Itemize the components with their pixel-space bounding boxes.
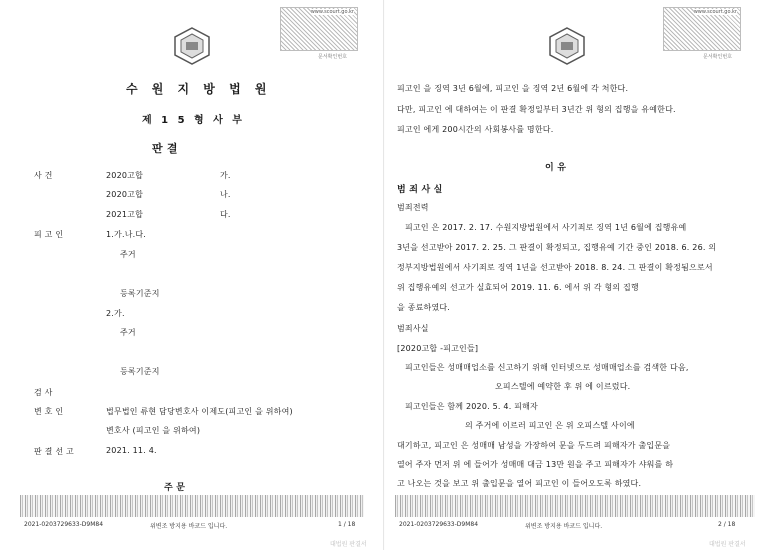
page-2 [385,0,768,550]
registry-label-2: 등록기준지 [120,367,160,376]
crime-facts-subtitle: 범죄사실 [397,324,429,333]
fact-line-6: 열어 주자 먼저 위 에 들어가 성매매 대금 13만 원을 주고 피해자가 샤워를 하 [397,460,674,469]
sentence-line-1: 피고인 을 징역 3년 6월에, 피고인 을 징역 2년 6월에 각 처한다. [397,84,629,93]
prior-line-3: 정부지방법원에서 사기죄로 징역 1년을 선고받아 2018. 8. 24. 그 판결이 확정됨으로서 [397,263,713,272]
prior-line-5: 을 종료하였다. [397,303,451,312]
court-emblem-icon [547,26,587,66]
case-number-1: 2020고합 [106,171,144,180]
case-number-3: 2021고합 [106,210,144,219]
case-number-2: 2020고합 [106,190,144,199]
watermark-text: 대법원 판결서 [330,541,367,548]
fact-line-5: 대기하고, 피고인 은 성매매 남성을 가장하여 문을 두드려 피해자가 출입문을 [397,441,671,450]
footer-page-number: 1 / 18 [338,521,356,528]
address-label-2: 주거 [120,328,136,337]
verification-qr-code [280,7,358,51]
fact-line-2: 오피스텔에 예약한 후 위 에 이르렀다. [495,382,631,391]
sentence-line-2: 다만, 피고인 에 대하여는 이 판결 확정일부터 3년간 위 형의 집행을 유예한다. [397,105,676,114]
defendant-1: 1.가.나.다. [106,230,147,239]
barcode-strip [20,495,364,517]
case-type-2: 나. [220,190,231,199]
defendant-label: 피 고 인 [34,230,64,239]
judgment-title: 판 결 [152,142,178,155]
case-type-3: 다. [220,210,231,219]
qr-url-text: www.scourt.go.kr [693,9,737,15]
verification-qr-code [663,7,741,51]
registry-label-1: 등록기준지 [120,289,160,298]
footer-page-number: 2 / 18 [718,521,736,528]
prior-record-title: 범죄전력 [397,203,429,212]
prior-line-1: 피고인 은 2017. 2. 17. 수원지방법원에서 사기죄로 징역 1년 6월에 집행유예 [405,223,687,232]
qr-caption: 문서확인번호 [703,54,732,60]
fact-line-7: 고 나오는 것을 보고 위 출입문을 열어 피고인 이 들어오도록 하였다. [397,479,642,488]
qr-url-text: www.scourt.go.kr [310,9,354,15]
counsel-line-2: 변호사 (피고인 을 위하여) [106,426,201,435]
footer-doc-id: 2021-0203729633-D9M84 [399,521,479,528]
prior-line-2: 3년을 선고받아 2017. 2. 25. 그 판결이 확정되고, 집행유예 기간 중인 2018. 6. 26. 의 [397,243,717,252]
prosecutor-label: 검 사 [34,388,53,397]
court-name: 수 원 지 방 법 원 [126,82,272,96]
fact-line-4: 의 주거에 이르러 피고인 은 위 오피스텔 사이에 [465,421,635,430]
division-name: 제 1 5 형 사 부 [142,115,245,126]
crime-facts-title: 범 죄 사 실 [397,185,443,195]
reasons-title: 이 유 [545,163,567,173]
qr-caption: 문서확인번호 [318,54,347,60]
verdict-date: 2021. 11. 4. [106,446,157,455]
fact-line-1: 피고인들은 성매매업소를 신고하기 위해 인터넷으로 성매매업소를 검색한 다음, [405,363,689,372]
barcode-strip [395,495,755,517]
case-label: 사 건 [34,171,53,180]
footer-doc-id: 2021-0203729633-D9M84 [24,521,104,528]
address-label-1: 주거 [120,250,136,259]
defendant-2: 2.가. [106,309,125,318]
counsel-line-1: 법무법인 류현 담당변호사 이제도(피고인 을 위하여) [106,407,293,416]
prior-line-4: 위 집행유예의 선고가 실효되어 2019. 11. 6. 에서 위 각 형의 집행 [397,283,639,292]
sentence-line-3: 피고인 에게 200시간의 사회봉사를 명한다. [397,125,554,134]
order-title: 주 문 [164,483,186,493]
verdict-date-label: 판 결 선 고 [34,447,74,456]
case-type-1: 가. [220,171,231,180]
watermark-text: 대법원 판결서 [709,541,746,548]
court-emblem-icon [172,26,212,66]
footer-note: 위변조 방지용 바코드 입니다. [150,523,228,530]
case-reference: [2020고합 -피고인들] [397,344,479,353]
footer-note: 위변조 방지용 바코드 입니다. [525,523,603,530]
fact-line-3: 피고인들은 함께 2020. 5. 4. 피해자 [405,402,538,411]
counsel-label: 변 호 인 [34,407,64,416]
